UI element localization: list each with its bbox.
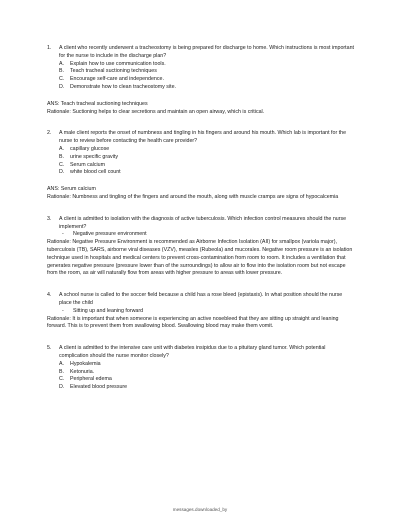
option-text: Encourage self-care and independence. <box>70 76 164 83</box>
option-letter: A. <box>59 145 65 152</box>
answer: ANS: Serum calcium <box>47 186 96 193</box>
answer-line <box>59 231 356 239</box>
option-text: Hypokalemia <box>70 360 101 367</box>
option-letter: A. <box>59 60 65 67</box>
dash-bullet: - <box>62 307 64 314</box>
answer-text: Negative pressure environment <box>73 231 147 238</box>
rationale: Rationale: Negative Pressure Environment is recommended as Airborne Infection Isolation (AII) for smallpox (variola major), tuberculosis (TB), SARS, airborne viral diseases (VZV), measles (Rubeola) and mucorales. Negative room pressure is an isolation technique used in hospitals and medical centers to prevent cross-contamination from room to room. It includes a ventilation that generates negative pressure (pressure lower than of the surroundings) to allow air to flow into the isolation room but not escape from the room, as air will naturally flow from areas with higher pressure to areas with lower pressure. <box>47 239 353 277</box>
option-text: Ketonuria. <box>70 368 95 375</box>
option-c <box>59 376 356 384</box>
question-3 <box>47 216 356 278</box>
rationale: Rationale: It is important that when someone is experiencing an active nosebleed that they are sitting up straight and leaning forward. This is to prevent them from swallowing blood. Swallowing blood may make them vomit. <box>47 315 339 330</box>
answer: ANS: Teach tracheal suctioning techniques <box>47 100 148 107</box>
question-number: 2. <box>47 130 52 137</box>
option-text: Explain how to use communication tools. <box>70 60 166 67</box>
question-text: A client is admitted to the intensive care unit with diabetes insipidus due to a pituitary gland tumor. Which potential complication should the nurse monitor closely? <box>59 345 326 359</box>
option-letter: B. <box>59 368 65 375</box>
question-1 <box>47 45 356 116</box>
option-text: Serum calcium <box>70 161 106 168</box>
rationale: Rationale: Numbness and tingling of the fingers and around the mouth, along with muscle cramps are signs of hypocalcemia <box>47 193 339 200</box>
question-number: 3. <box>47 215 52 222</box>
option-d <box>59 169 356 177</box>
option-text: urine specific gravity <box>70 153 118 160</box>
dash-bullet: - <box>62 231 64 238</box>
rationale: Rationale: Suctioning helps to clear secretions and maintain an open airway, which is critical. <box>47 108 265 115</box>
option-b <box>59 369 356 377</box>
answer-text: Sitting up and leaning forward <box>73 307 144 314</box>
option-letter: C. <box>59 376 65 383</box>
answer-line <box>59 308 356 316</box>
option-text: capillary glucose <box>70 145 110 152</box>
option-text: Teach tracheal suctioning techniques <box>70 68 157 75</box>
page-footer: messages.downloaded_by <box>172 507 228 512</box>
option-b <box>59 154 356 162</box>
option-text: Demonstrate how to clean tracheostomy site. <box>70 83 176 90</box>
option-letter: A. <box>59 360 65 367</box>
option-letter: B. <box>59 153 65 160</box>
option-a <box>59 361 356 369</box>
question-text: A client who recently underwent a tracheostomy is being prepared for discharge to home. Which instructions is most important for the nurse to include in the discharge plan? <box>59 45 355 59</box>
option-letter: D. <box>59 83 65 90</box>
option-text: white blood cell count <box>70 169 121 176</box>
question-number: 4. <box>47 292 52 299</box>
option-a <box>59 146 356 154</box>
question-2 <box>47 130 356 201</box>
option-letter: D. <box>59 169 65 176</box>
option-letter: D. <box>59 384 65 391</box>
question-text: A male client reports the onset of numbness and tingling in his fingers and around his mouth. Which lab is important for the nurse to review before contacting the health care provider? <box>59 130 347 145</box>
question-number: 5. <box>47 345 52 352</box>
option-letter: B. <box>59 68 65 75</box>
question-number: 1. <box>47 45 52 51</box>
option-letter: C. <box>59 76 65 83</box>
question-text: A school nurse is called to the soccer field because a child has a rose bleed (epistaxis). In what position should the nurse place the child <box>59 292 343 306</box>
options-list <box>59 61 356 92</box>
options-list <box>59 361 356 392</box>
option-d <box>59 384 356 392</box>
option-text: Peripheral edema <box>70 376 112 383</box>
option-c <box>59 76 356 84</box>
question-5 <box>47 345 356 392</box>
options-list <box>59 146 356 177</box>
option-d <box>59 84 356 92</box>
option-text: Elevated blood pressure <box>70 384 128 391</box>
option-letter: C. <box>59 161 65 168</box>
option-b <box>59 68 356 76</box>
option-a <box>59 61 356 69</box>
question-text: A client is admitted to isolation with the diagnosis of active tuberculosis. Which infection control measures should the nurse implement? <box>59 215 347 230</box>
option-c <box>59 162 356 170</box>
question-4 <box>47 292 356 331</box>
